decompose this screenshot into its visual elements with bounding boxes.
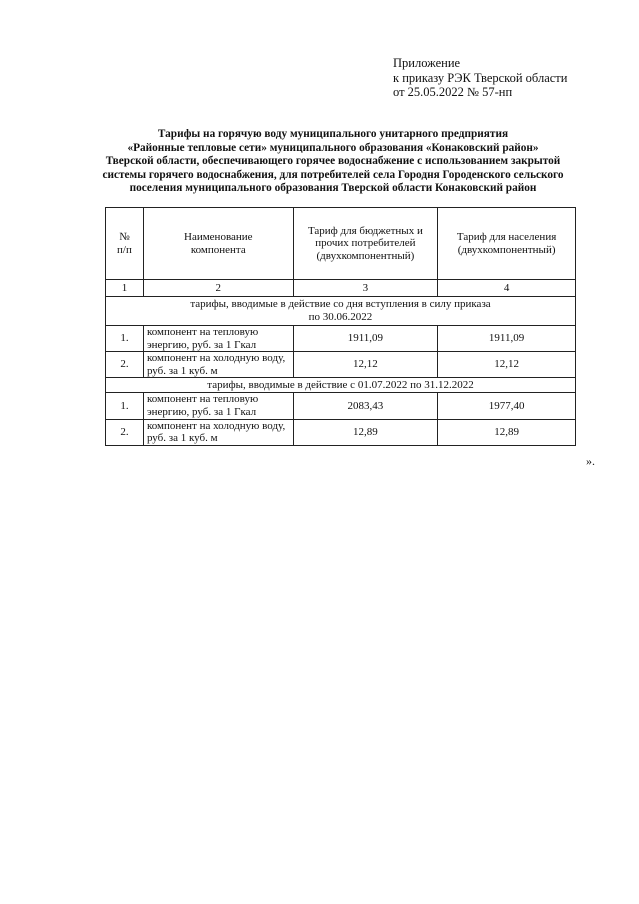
row-num: 1. [106, 393, 144, 419]
row-budget-tariff: 12,89 [293, 419, 438, 445]
closing-quote-mark: ». [586, 454, 595, 468]
table-header-row [106, 208, 576, 280]
header-num: № п/п [106, 208, 144, 280]
row-component: компонент на тепловую энергию, руб. за 1 Гкал [143, 326, 293, 352]
section-heading: тарифы, вводимые в действие с 01.07.2022 по 31.12.2022 [106, 378, 576, 393]
section-heading-line-1: тарифы, вводимые в действие со дня вступления в силу приказа [190, 298, 491, 311]
table-row [106, 352, 576, 378]
table-row [106, 419, 576, 445]
row-budget-tariff: 1911,09 [293, 326, 438, 352]
appendix-line-1: Приложение [393, 56, 461, 70]
appendix-line-2: к приказу РЭК Тверской области [393, 70, 568, 85]
col-number-1: 1 [106, 280, 144, 297]
section-heading-row [106, 297, 576, 326]
col-number-3: 3 [293, 280, 438, 297]
section-heading-line-2: по 30.06.2022 [308, 311, 373, 323]
row-num: 2. [106, 352, 144, 378]
row-num: 2. [106, 419, 144, 445]
section-heading [106, 297, 576, 326]
appendix-line-3: от 25.05.2022 № 57-нп [393, 85, 513, 99]
row-component: компонент на холодную воду, руб. за 1 куб. м [143, 419, 293, 445]
title-line-5: поселения муниципального образования Тверской области Конаковский район [129, 182, 537, 195]
document-title [88, 128, 578, 196]
title-line-1: Тарифы на горячую воду муниципального унитарного предприятия [157, 128, 509, 140]
row-component: компонент на тепловую энергию, руб. за 1 Гкал [143, 393, 293, 419]
column-number-row [106, 280, 576, 297]
section-heading-row [106, 378, 576, 393]
appendix-block [393, 56, 567, 100]
row-component: компонент на холодную воду, руб. за 1 куб. м [143, 352, 293, 378]
row-population-tariff: 12,12 [438, 352, 576, 378]
row-num: 1. [106, 326, 144, 352]
col-number-4: 4 [438, 280, 576, 297]
header-name: Наименование компонента [143, 208, 293, 280]
title-line-4: системы горячего водоснабжения, для потребителей села Городня Городенского сельского [102, 168, 564, 181]
title-line-2: «Районные тепловые сети» муниципального образования «Конаковский район» [127, 141, 539, 154]
col-number-2: 2 [143, 280, 293, 297]
tariffs-table [105, 207, 576, 446]
row-population-tariff: 12,89 [438, 419, 576, 445]
header-population: Тариф для населения (двухкомпонентный) [438, 208, 576, 280]
header-budget: Тариф для бюджетных и прочих потребителей (двухкомпонентный) [293, 208, 438, 280]
row-population-tariff: 1977,40 [438, 393, 576, 419]
row-budget-tariff: 12,12 [293, 352, 438, 378]
table-row [106, 326, 576, 352]
row-population-tariff: 1911,09 [438, 326, 576, 352]
table-row [106, 393, 576, 419]
title-line-3: Тверской области, обеспечивающего горячее водоснабжение с использованием закрытой [105, 155, 561, 168]
row-budget-tariff: 2083,43 [293, 393, 438, 419]
